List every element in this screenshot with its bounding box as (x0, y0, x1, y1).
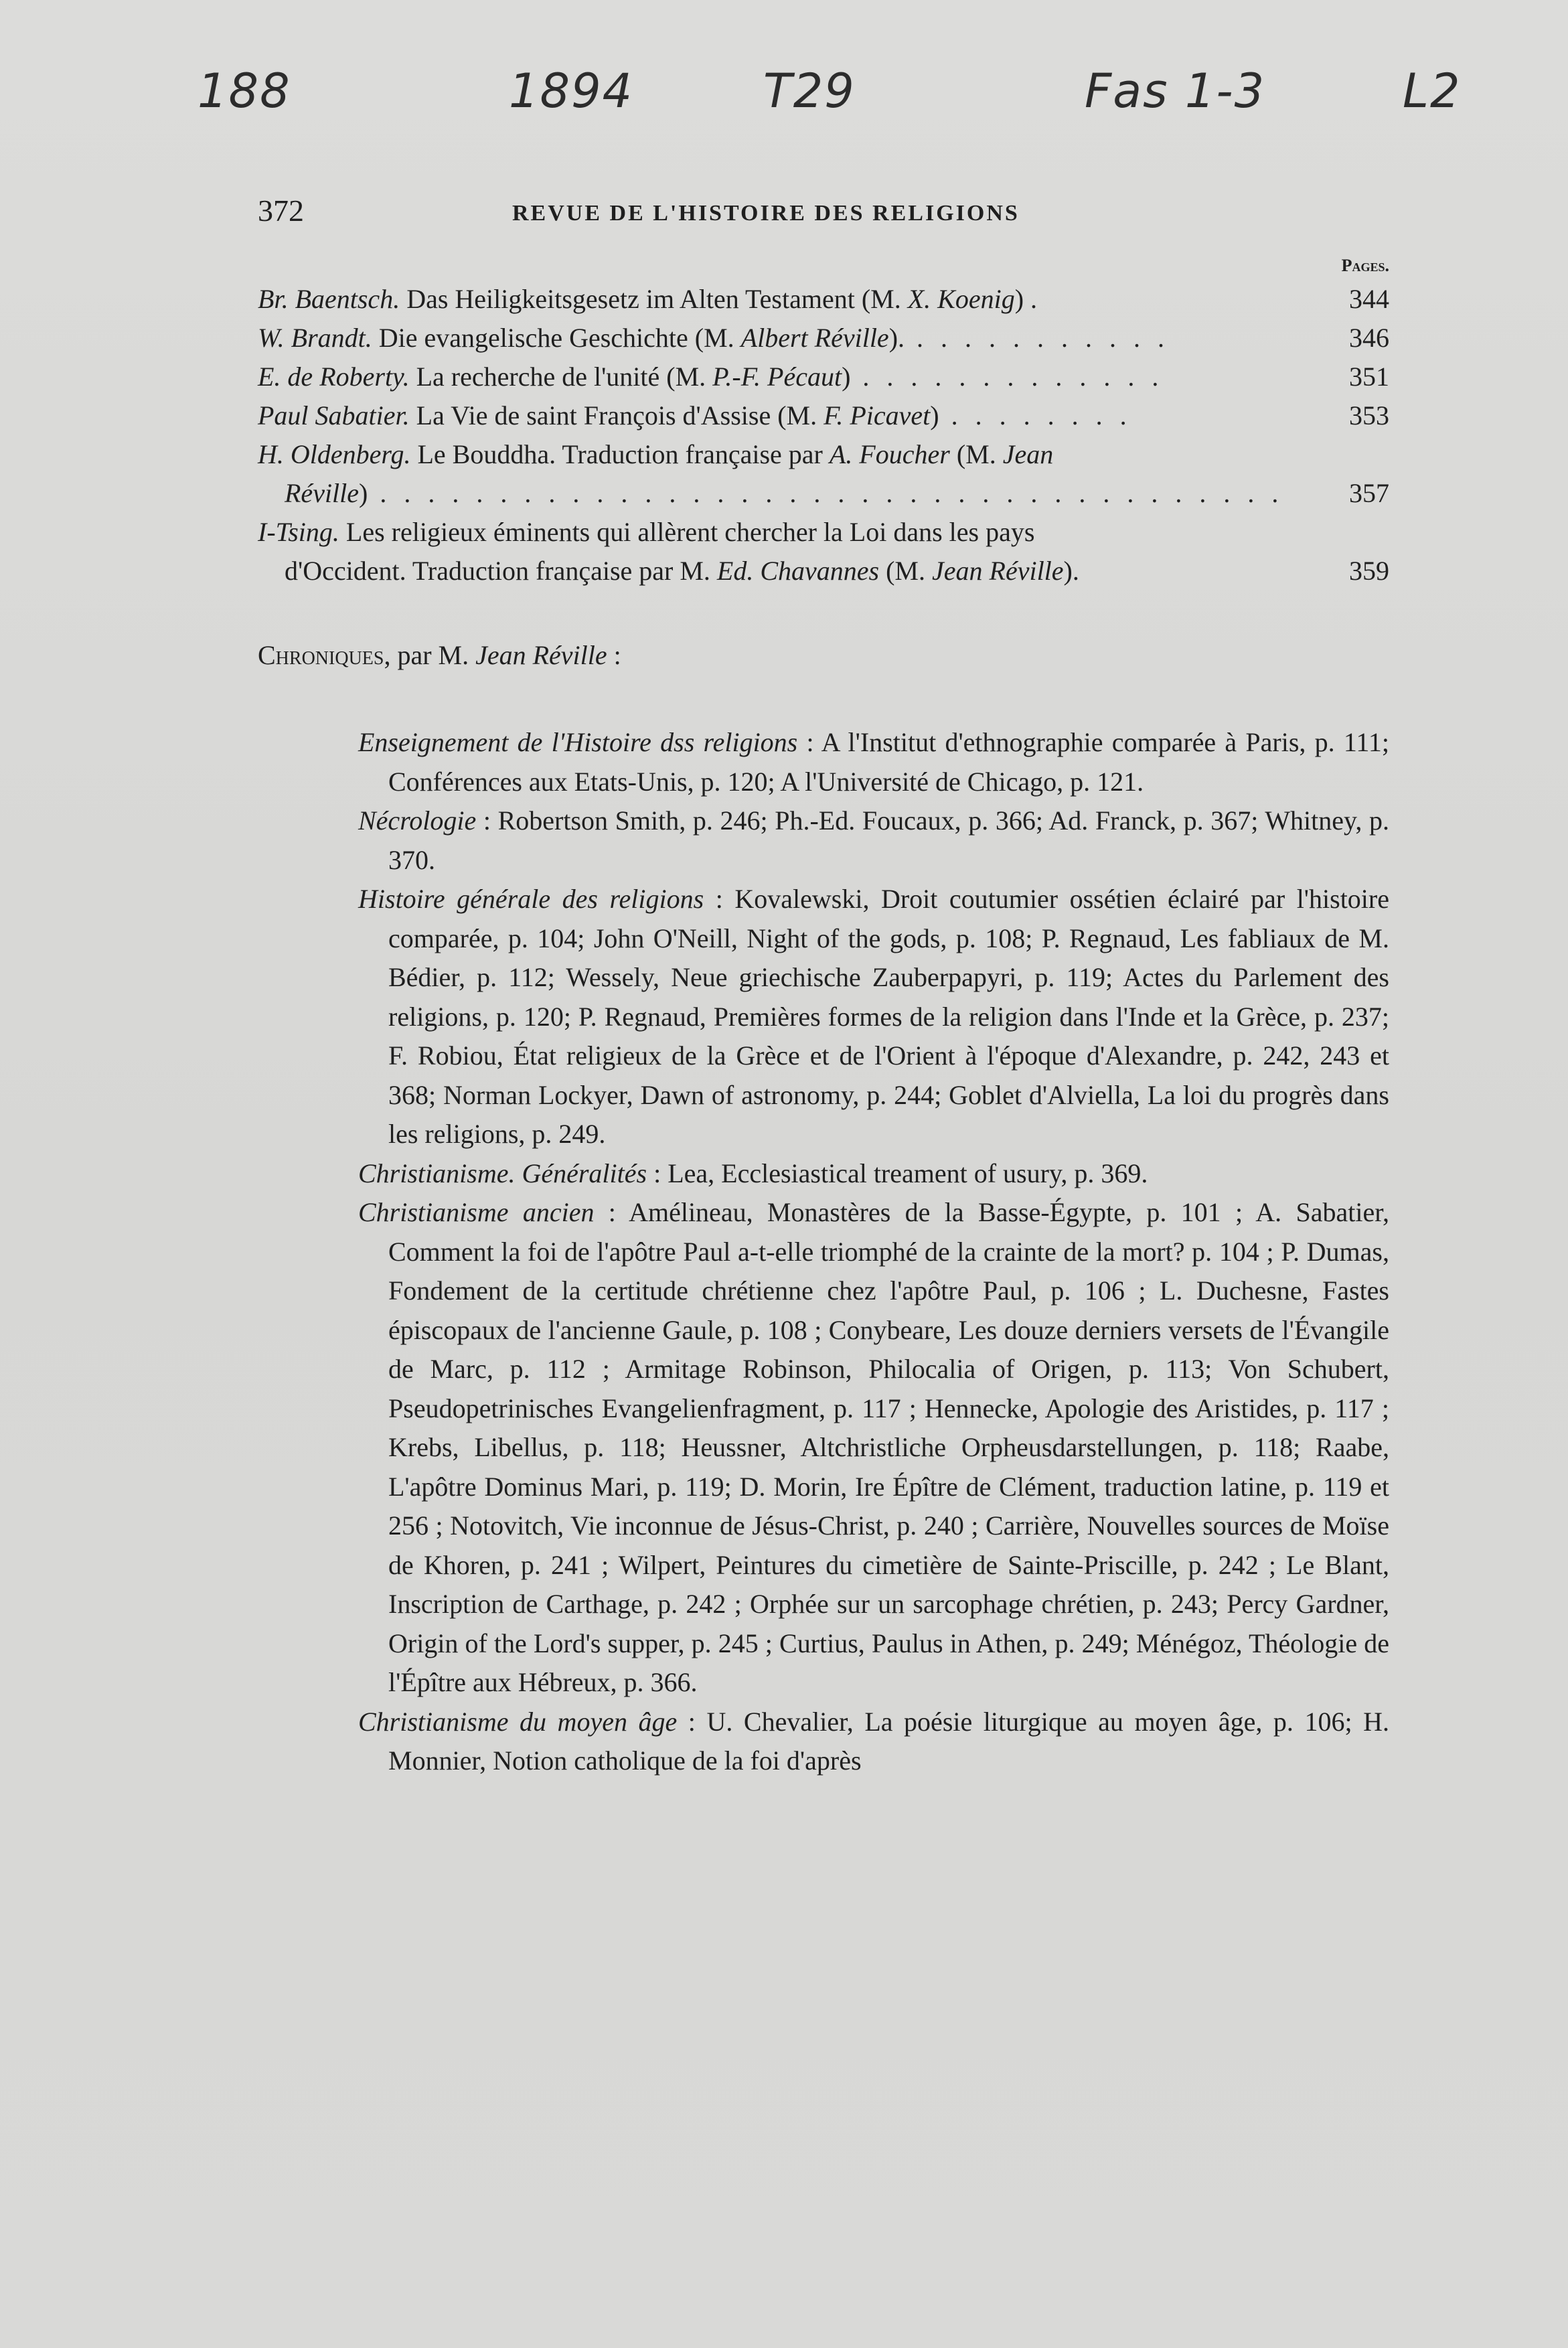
toc-author: Br. Baentsch. (258, 284, 400, 314)
toc-reviewer: F. Picavet (824, 400, 931, 431)
pages-column-label: Pages. (1341, 256, 1389, 275)
toc-entry: Br. Baentsch. Das Heiligkeitsgesetz im Alten Testament (M. X. Koenig) . 344 (258, 280, 1389, 319)
toc-translator: Ed. Chavannes (716, 556, 880, 586)
chroniques-author: Jean Réville (475, 640, 607, 670)
toc-entry: H. Oldenberg. Le Bouddha. Traduction française par A. Foucher (M. Jean (258, 439, 1054, 469)
toc-entry-continuation: Réville) . . . . . . . . . . . . . . . . . . . . . . . . . . . . . . . . . . . . . . 357 (258, 474, 1389, 513)
dot-leader: . . . . . . . . . . . (905, 323, 1170, 353)
dot-leader: . . . . . . . . . . . . . (850, 362, 1164, 392)
chronique-section: Histoire générale des religions : Kovalewski, Droit coutumier ossétien éclairé par l'histoire comparée, p. 104; John O'Neill, Night of the gods, p. 108; P. Regnaud, Les fabliaux de M. Bédier, p. 112; Wessely, Neue griechische Zauberpapyri, p. 119; Actes du Parlement des religions, p. 120; P. Regnaud, Premières formes de la religion dans l'Inde et la Grèce, p. 237; F. Robiou, État religieux de la Grèce et de l'Orient à l'époque d'Alexandre, p. 242, 243 et 368; Norman Lockyer, Dawn of astronomy, p. 244; Goblet d'Alviella, La loi du progrès dans les religions, p. 249. (358, 884, 1389, 1149)
chronique-section: Nécrologie : Robertson Smith, p. 246; Ph.-Ed. Foucaux, p. 366; Ad. Franck, p. 367; Whitney, p. 370. (358, 805, 1389, 875)
toc-entry: E. de Roberty. La recherche de l'unité (M. P.-F. Pécaut) . . . . . . . . . . . . . 351 (258, 358, 1389, 396)
handwritten-note-3: T29 (763, 64, 856, 119)
handwritten-note-1: 188 (198, 64, 291, 119)
toc-page: 344 (1349, 284, 1389, 314)
section-title: Enseignement de l'Histoire dss religions (358, 727, 798, 757)
toc-reviewer: Réville (285, 478, 360, 508)
toc-reviewer: Albert Réville (740, 323, 889, 353)
toc-reviewer: Jean (1002, 439, 1054, 469)
chronique-section: Enseignement de l'Histoire dss religions : A l'Institut d'ethnographie comparée à Paris, p. 111; Conférences aux Etats-Unis, p. 120; A l'Université de Chicago, p. 121. (358, 727, 1390, 797)
chroniques-heading: Chroniques, par M. Jean Réville : (258, 640, 621, 670)
chronique-section: Christianisme ancien : Amélineau, Monastères de la Basse-Égypte, p. 101 ; A. Sabatier, Comment la foi de l'apôtre Paul a-t-elle triomphé de la crainte de la mort? p. 104 ; P. Dumas, Fondement de la certitude chrétienne chez l'apôtre Paul, p. 106 ; L. Duchesne, Fastes épiscopaux de l'ancienne Gaule, p. 108 ; Conybeare, Les douze derniers versets de l'Évangile de Marc, p. 112 ; Armitage Robinson, Philocalia of Origen, p. 113; Von Schubert, Pseudopetrinisches Evangelienfragment, p. 117 ; Hennecke, Apologie des Aristides, p. 117 ; Krebs, Libellus, p. 118; Heussner, Altchristliche Orpheusdarstellungen, p. 118; Raabe, L'apôtre Dominus Mari, p. 119; D. Morin, Ire Épître de Clément, traduction latine, p. 119 et 256 ; Notovitch, Vie inconnue de Jésus-Christ, p. 240 ; Carrière, Nouvelles sources de Moïse de Khoren, p. 241 ; Wilpert, Peintures du cimetière de Sainte-Priscille, p. 242 ; Le Blant, Inscription de Carthage, p. 242 ; Orphée sur un sarcophage chrétien, p. 243; Percy Gardner, Origin of the Lord's supper, p. 245 ; Curtius, Paulus in Athen, p. 249; Ménégoz, Théologie de l'Épître aux Hébreux, p. 366. (358, 1197, 1389, 1697)
section-body: Kovalewski, Droit coutumier ossétien éclairé par l'histoire comparée, p. 104; John O'Neill, Night of the gods, p. 108; P. Regnaud, Les fabliaux de M. Bédier, p. 112; Wessely, Neue griechische Zauberpapyri, p. 119; Actes du Parlement des religions, p. 120; P. Regnaud, Premières formes de la religion dans l'Inde et la Grèce, p. 237; F. Robiou, État religieux de la Grèce et de l'Orient à l'époque d'Alexandre, p. 242, 243 et 368; Norman Lockyer, Dawn of astronomy, p. 244; Goblet d'Alviella, La loi du progrès dans les religions, p. 249. (388, 884, 1389, 1149)
table-of-contents (258, 256, 1389, 591)
section-body: Amélineau, Monastères de la Basse-Égypte, p. 101 ; A. Sabatier, Comment la foi de l'apôtre Paul a-t-elle triomphé de la crainte de la mort? p. 104 ; P. Dumas, Fondement de la certitude chrétienne chez l'apôtre Paul, p. 106 ; L. Duchesne, Fastes épiscopaux de l'ancienne Gaule, p. 108 ; Conybeare, Les douze derniers versets de l'Évangile de Marc, p. 112 ; Armitage Robinson, Philocalia of Origen, p. 113; Von Schubert, Pseudopetrinisches Evangelienfragment, p. 117 ; Hennecke, Apologie des Aristides, p. 117 ; Krebs, Libellus, p. 118; Heussner, Altchristliche Orpheusdarstellungen, p. 118; Raabe, L'apôtre Dominus Mari, p. 119; D. Morin, Ire Épître de Clément, traduction latine, p. 119 et 256 ; Notovitch, Vie inconnue de Jésus-Christ, p. 240 ; Carrière, Nouvelles sources de Moïse de Khoren, p. 241 ; Wilpert, Peintures du cimetière de Sainte-Priscille, p. 242 ; Le Blant, Inscription de Carthage, p. 242 ; Orphée sur un sarcophage chrétien, p. 243; Percy Gardner, Origin of the Lord's supper, p. 245 ; Curtius, Paulus in Athen, p. 249; Ménégoz, Théologie de l'Épître aux Hébreux, p. 366. (388, 1197, 1389, 1697)
handwritten-note-5: L2 (1403, 64, 1462, 119)
section-title: Christianisme ancien (358, 1197, 595, 1227)
toc-author: E. de Roberty. (258, 362, 410, 392)
section-body: U. Chevalier, La poésie liturgique au moyen âge, p. 106; H. Monnier, Notion catholique de la foi d'après (388, 1706, 1389, 1776)
section-title: Nécrologie (358, 805, 477, 836)
toc-page: 353 (1349, 400, 1389, 431)
toc-reviewer: P.-F. Pécaut (712, 362, 842, 392)
chronique-section: Christianisme du moyen âge : U. Chevalier, La poésie liturgique au moyen âge, p. 106; H. Monnier, Notion catholique de la foi d'après (358, 1706, 1389, 1776)
toc-entry: W. Brandt. Die evangelische Geschichte (M. Albert Réville). . . . . . . . . . . . 346 (258, 319, 1389, 358)
page-number: 372 (258, 193, 304, 228)
section-title: Histoire générale des religions (358, 884, 704, 914)
section-title: Christianisme. Généralités (358, 1158, 647, 1188)
section-title: Christianisme du moyen âge (358, 1706, 678, 1737)
handwritten-note-4: Fas 1-3 (1085, 64, 1266, 119)
toc-entry-continuation: d'Occident. Traduction française par M. Ed. Chavannes (M. Jean Réville). 359 (258, 552, 1389, 591)
toc-entry: Paul Sabatier. La Vie de saint François d'Assise (M. F. Picavet) . . . . . . . . 353 (258, 396, 1389, 435)
toc-author: I-Tsing. (258, 517, 339, 547)
handwritten-note-2: 1894 (509, 64, 634, 119)
chronique-section: Christianisme. Généralités : Lea, Ecclesiastical treament of usury, p. 369. (358, 1158, 1148, 1188)
toc-reviewer: Jean Réville (932, 556, 1064, 586)
chroniques-sections (358, 723, 1389, 1781)
toc-page: 346 (1349, 323, 1389, 353)
toc-page: 357 (1349, 478, 1389, 508)
running-title: REVUE DE L'HISTOIRE DES RELIGIONS (512, 201, 1020, 226)
toc-entry: I-Tsing. Les religieux éminents qui allèrent chercher la Loi dans les pays (258, 517, 1035, 547)
section-body: Robertson Smith, p. 246; Ph.-Ed. Foucaux, p. 366; Ad. Franck, p. 367; Whitney, p. 370. (388, 805, 1389, 875)
toc-author: W. Brandt. (258, 323, 372, 353)
toc-page: 359 (1349, 556, 1389, 586)
toc-reviewer: X. Koenig (907, 284, 1015, 314)
toc-page: 351 (1349, 362, 1389, 392)
section-body: A l'Institut d'ethnographie comparée à Paris, p. 111; Conférences aux Etats-Unis, p. 120; A l'Université de Chicago, p. 121. (388, 727, 1390, 797)
toc-author: Paul Sabatier. (258, 400, 410, 431)
dot-leader: . . . . . . . . . . . . . . . . . . . . . . . . . . . . . . . . . . . . . . (368, 478, 1284, 508)
toc-translator: A. Foucher (829, 439, 950, 469)
dot-leader: . . . . . . . . (939, 400, 1132, 431)
toc-author: H. Oldenberg. (258, 439, 411, 469)
section-body: Lea, Ecclesiastical treament of usury, p. 369. (668, 1158, 1148, 1188)
